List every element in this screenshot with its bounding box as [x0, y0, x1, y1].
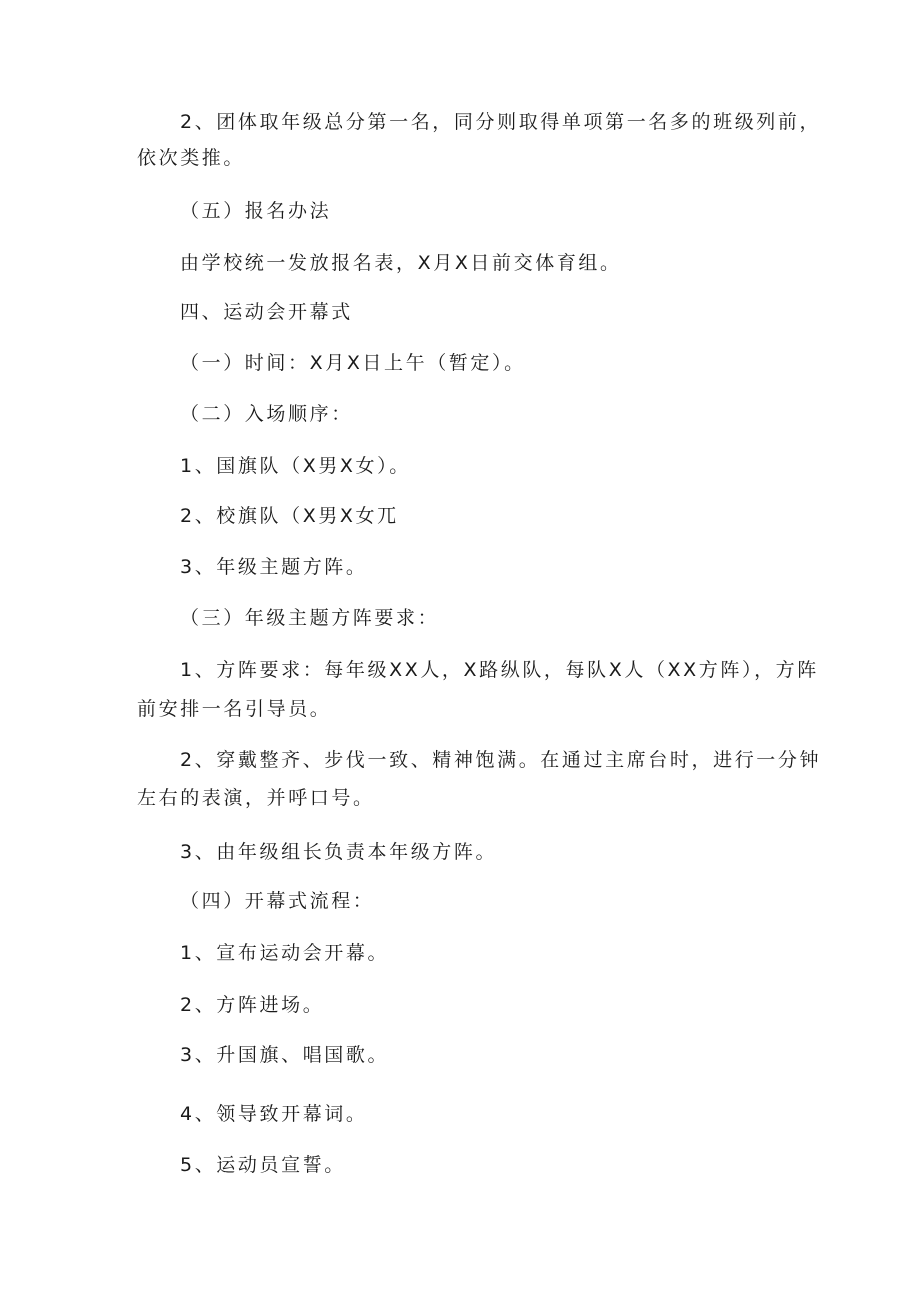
section-heading: 四、运动会开幕式 — [180, 301, 353, 323]
list-item: 2、方阵进场。 — [180, 994, 325, 1016]
paragraph-line: 左右的表演，并呼口号。 — [137, 787, 375, 809]
paragraph-line: 由学校统一发放报名表，X月X日前交体育组。 — [180, 252, 622, 274]
list-item: 1、宣布运动会开幕。 — [180, 942, 390, 964]
list-item: 3、升国旗、唱国歌。 — [180, 1044, 390, 1066]
list-item: 4、领导致开幕词。 — [180, 1103, 368, 1125]
paragraph-line: 前安排一名引导员。 — [137, 698, 332, 720]
list-item: 2、校旗队（X男X女兀 — [180, 505, 399, 527]
list-item: 5、运动员宣誓。 — [180, 1154, 346, 1176]
section-heading: （四）开幕式流程： — [180, 890, 375, 912]
list-item: 1、国旗队（X男X女）。 — [180, 455, 411, 477]
list-item: 3、年级主题方阵。 — [180, 556, 368, 578]
paragraph-line: （一）时间：X月X日上午（暂定）。 — [180, 352, 526, 374]
section-heading: （三）年级主题方阵要求： — [180, 607, 440, 629]
section-heading: （二）入场顺序： — [180, 403, 353, 425]
section-heading: （五）报名办法 — [180, 200, 332, 222]
paragraph-line: 2、团体取年级总分第一名，同分则取得单项第一名多的班级列前， — [180, 111, 822, 133]
list-item: 1、方阵要求：每年级XX人，X路纵队，每队X人（XX方阵），方阵 — [180, 659, 819, 681]
list-item: 3、由年级组长负责本年级方阵。 — [180, 841, 498, 863]
paragraph-line: 依次类推。 — [137, 147, 246, 169]
list-item: 2、穿戴整齐、步伐一致、精神饱满。在通过主席台时，进行一分钟 — [180, 749, 822, 771]
